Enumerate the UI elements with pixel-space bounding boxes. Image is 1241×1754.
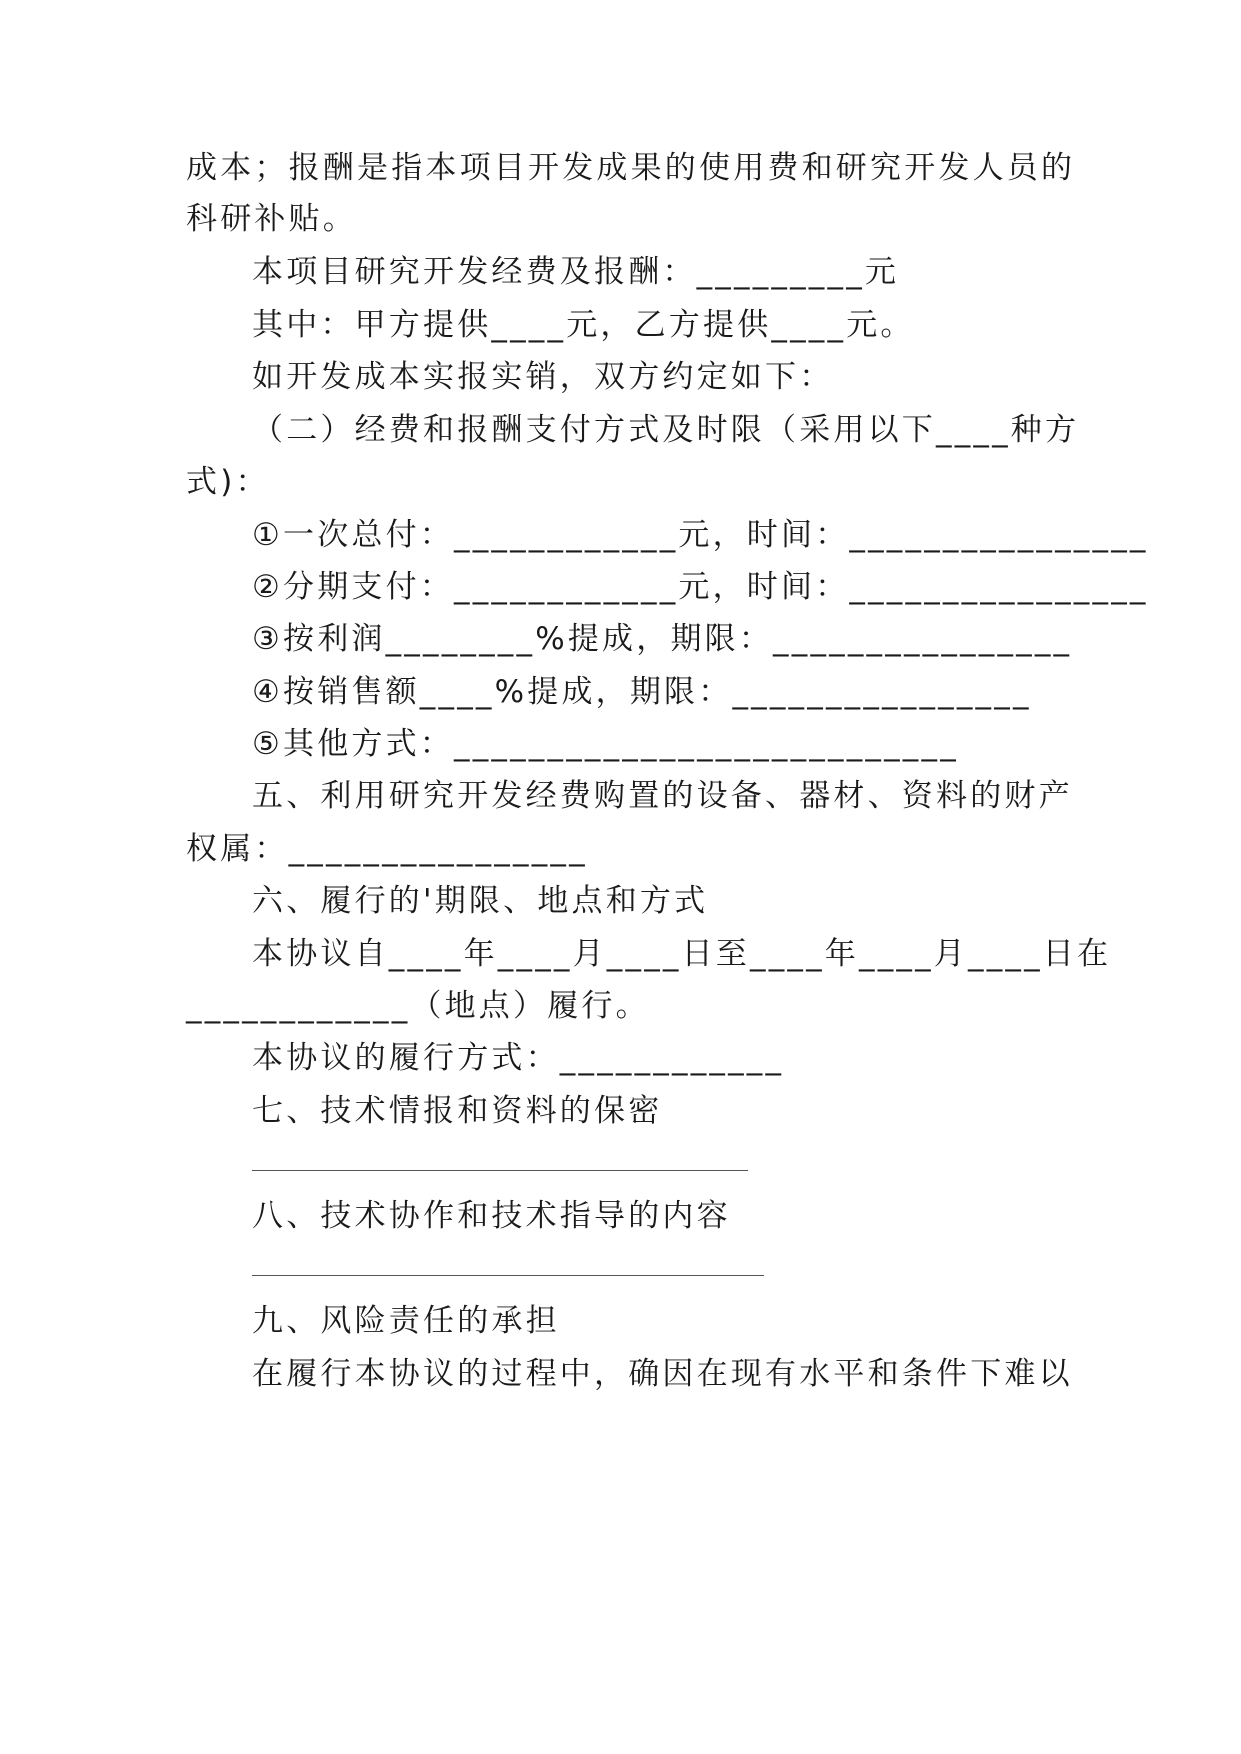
option-profit-share: ③按利润________%提成，期限：________________ (252, 621, 1073, 657)
section-9-heading: 九、风险责任的承担 (252, 1303, 560, 1339)
section-5-heading-cont: 权属：________________ (186, 831, 588, 867)
fee-split-line: 其中：甲方提供____元，乙方提供____元。 (252, 307, 915, 343)
tech-guidance-blank-line (252, 1275, 764, 1276)
text-line-2: 科研补贴。 (186, 201, 357, 237)
performance-period-line: 本协议自____年____月____日至____年____月____日在 (252, 936, 1112, 972)
performance-method-line: 本协议的履行方式：____________ (252, 1040, 785, 1076)
text-line-1: 成本；报酬是指本项目开发成果的使用费和研究开发人员的 (186, 150, 1076, 186)
actual-cost-line: 如开发成本实报实销，双方约定如下： (252, 359, 834, 395)
option-sales-share: ④按销售额____%提成，期限：________________ (252, 674, 1032, 710)
payment-method-heading: （二）经费和报酬支付方式及时限（采用以下____种方 (252, 412, 1080, 448)
section-8-heading: 八、技术协作和技术指导的内容 (252, 1198, 731, 1234)
fee-total-line: 本项目研究开发经费及报酬：_________元 (252, 254, 900, 290)
risk-paragraph-line: 在履行本协议的过程中，确因在现有水平和条件下难以 (252, 1356, 1073, 1392)
performance-place-line: ____________（地点）履行。 (186, 988, 650, 1024)
option-lump-sum: ①一次总付：____________元，时间：________________ (252, 517, 1149, 553)
confidentiality-blank-line (252, 1170, 748, 1171)
section-5-heading: 五、利用研究开发经费购置的设备、器材、资料的财产 (252, 778, 1073, 814)
payment-method-heading-cont: 式)： (186, 464, 270, 500)
section-6-heading: 六、履行的'期限、地点和方式 (252, 883, 709, 919)
option-other: ⑤其他方式：___________________________ (252, 726, 959, 762)
option-installment: ②分期支付：____________元，时间：________________ (252, 569, 1149, 605)
section-7-heading: 七、技术情报和资料的保密 (252, 1093, 663, 1129)
